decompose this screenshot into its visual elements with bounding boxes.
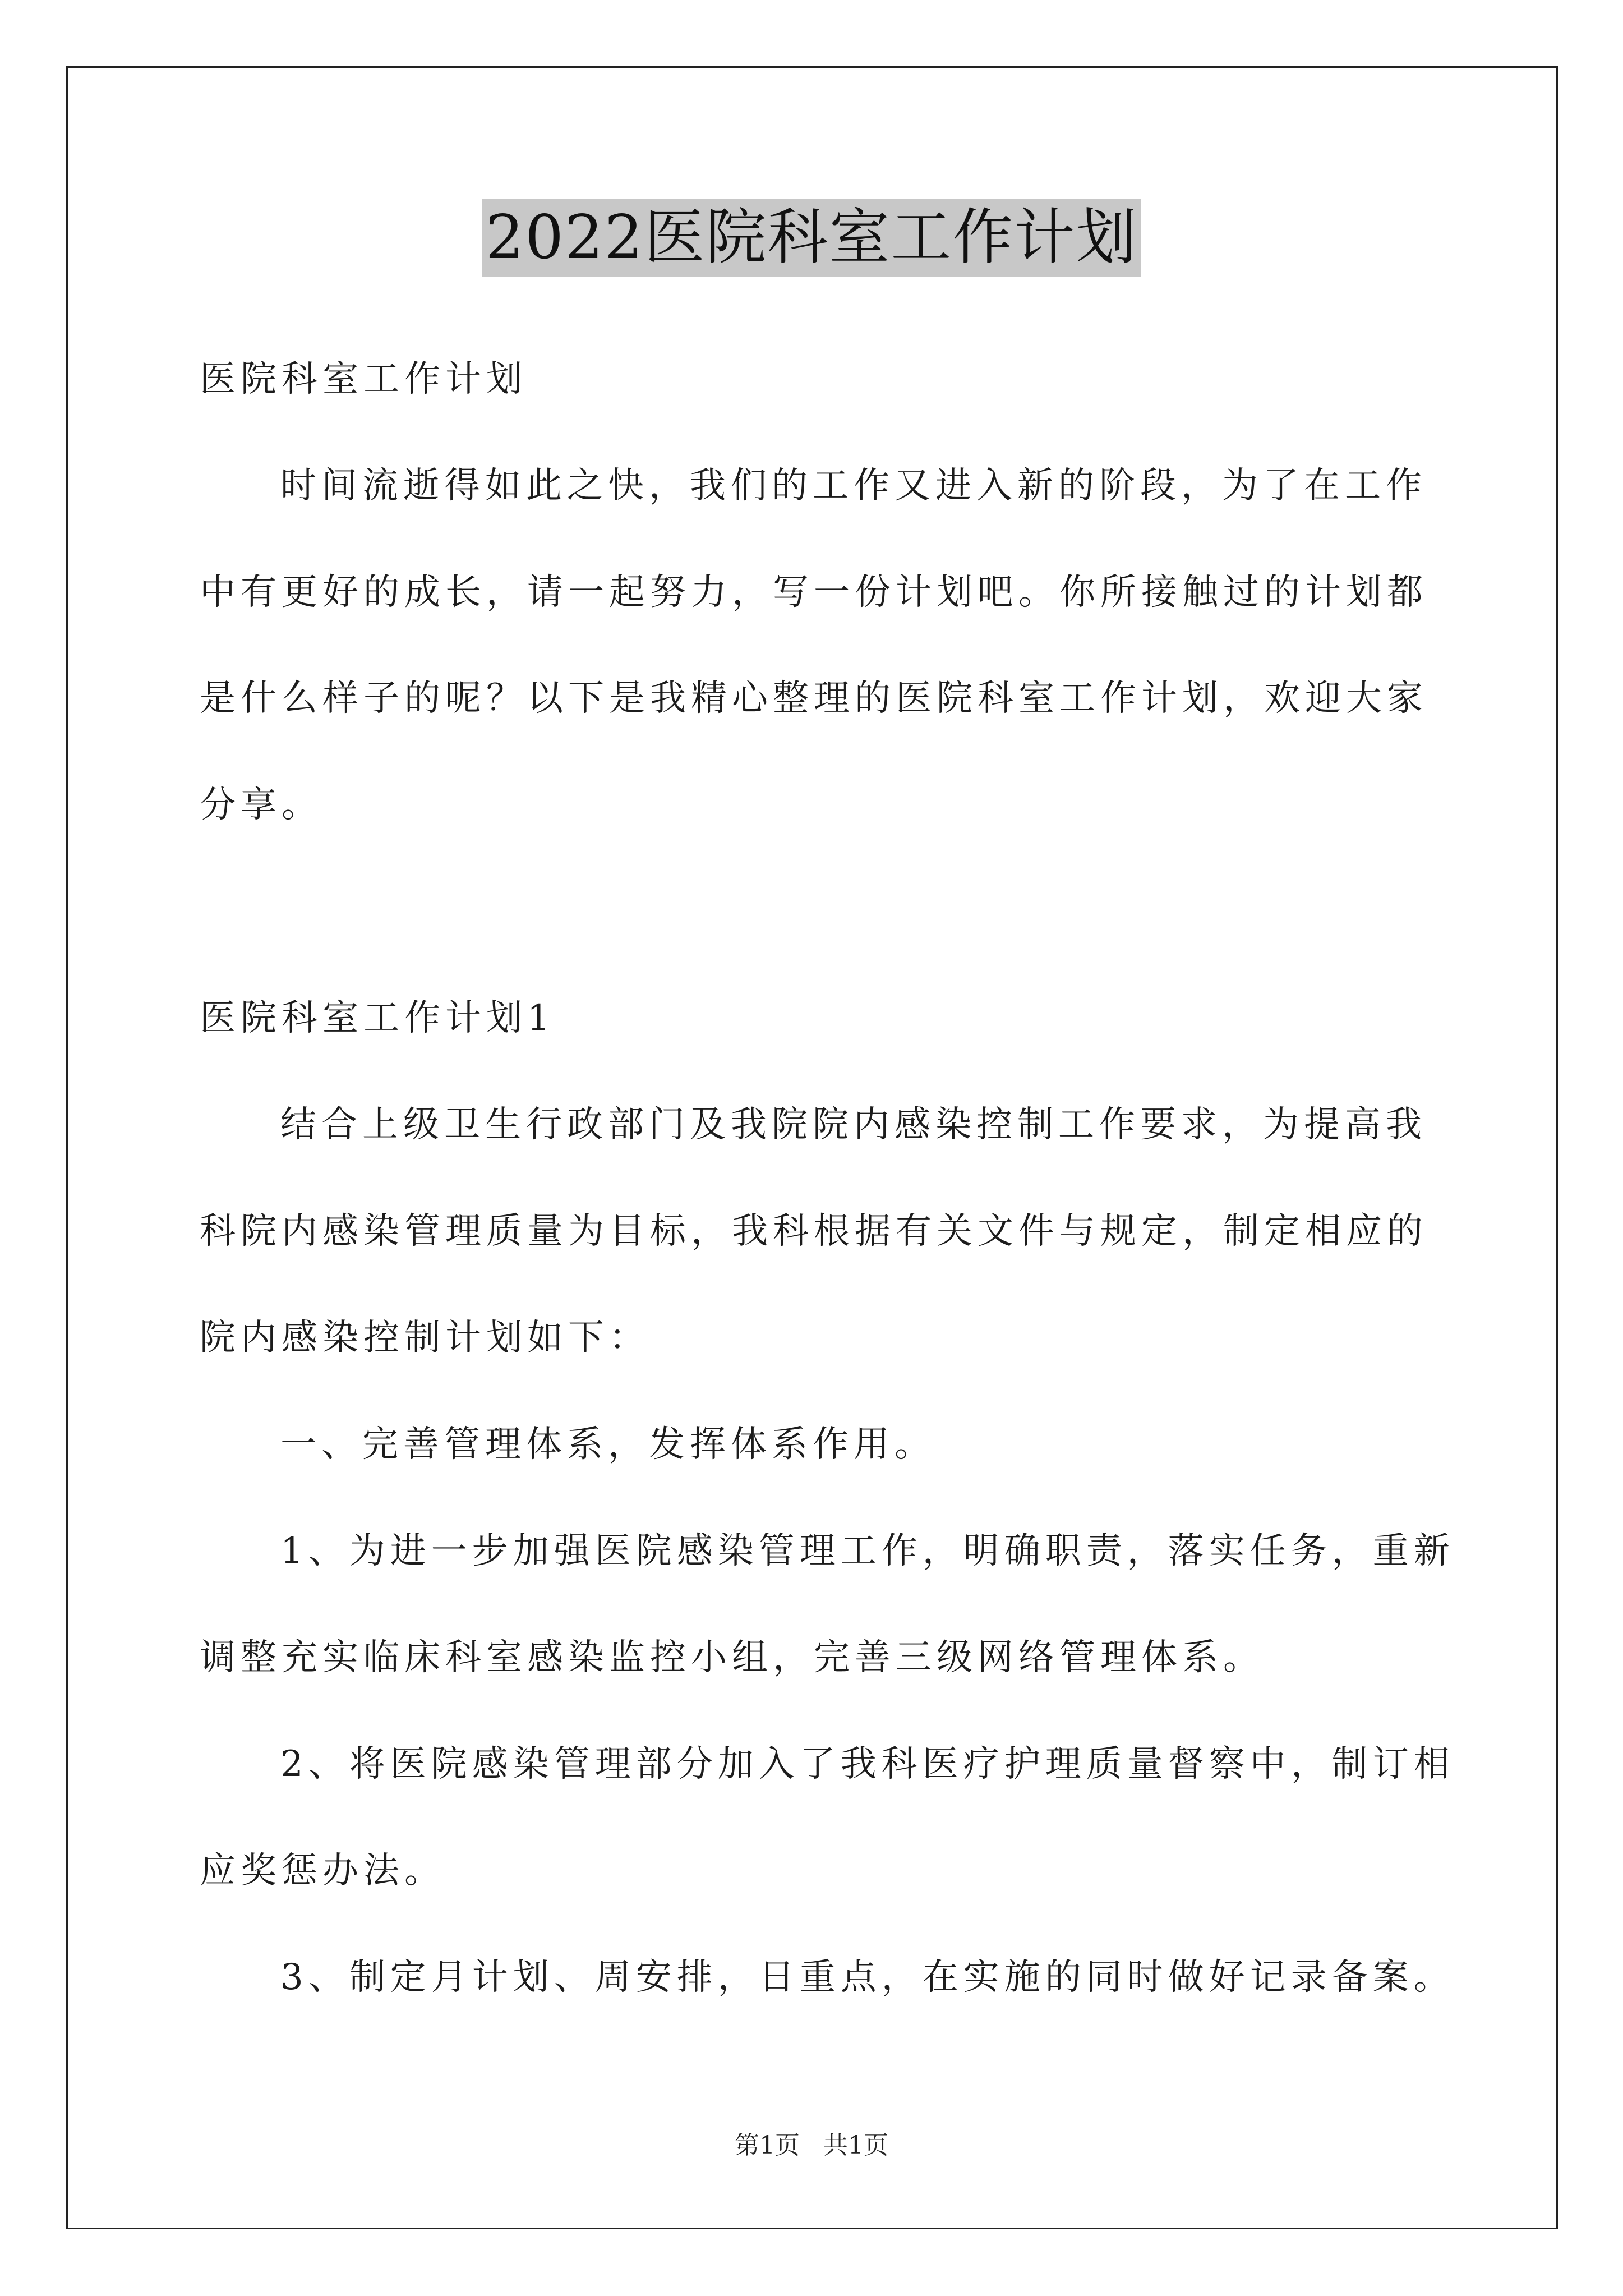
paragraph-line: 结合上级卫生行政部门及我院院内感染控制工作要求，为提高我: [280, 1104, 1427, 1145]
list-item: 1、为进一步加强医院感染管理工作，明确职责，落实任务，重新: [280, 1530, 1455, 1572]
document-title: 2022医院科室工作计划: [482, 199, 1141, 277]
title-container: [0, 199, 1623, 277]
paragraph-line: 分享。: [200, 784, 322, 826]
list-item-continuation: 应奖惩办法。: [200, 1850, 445, 1892]
page-number-footer: 第1页 共1页: [735, 2131, 888, 2160]
paragraph-line: 是什么样子的呢？以下是我精心整理的医院科室工作计划，欢迎大家: [200, 678, 1428, 719]
list-item: 2、将医院感染管理部分加入了我科医疗护理质量督察中，制订相: [280, 1743, 1455, 1785]
heading-plan-1: 医院科室工作计划1: [200, 997, 555, 1039]
heading-plan: 医院科室工作计划: [200, 358, 527, 400]
section-heading: 一、完善管理体系，发挥体系作用。: [280, 1424, 935, 1465]
paragraph-line: 院内感染控制计划如下：: [200, 1317, 650, 1359]
list-item: 3、制定月计划、周安排，日重点，在实施的同时做好记录备案。: [280, 1957, 1455, 1998]
list-item-continuation: 调整充实临床科室感染监控小组，完善三级网络管理体系。: [200, 1637, 1264, 1678]
paragraph-line: 中有更好的成长，请一起努力，写一份计划吧。你所接触过的计划都: [200, 572, 1428, 613]
paragraph-line: 科院内感染管理质量为目标，我科根据有关文件与规定，制定相应的: [200, 1211, 1428, 1252]
paragraph-line: 时间流逝得如此之快，我们的工作又进入新的阶段，为了在工作: [280, 465, 1427, 507]
